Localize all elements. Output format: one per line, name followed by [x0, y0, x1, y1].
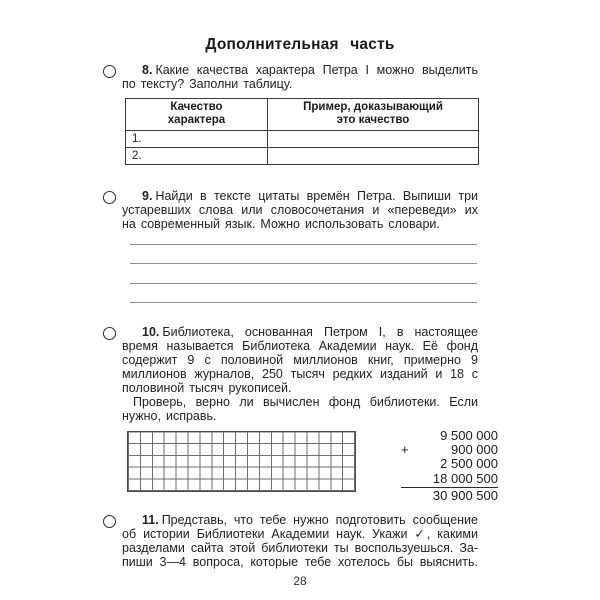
question-9-line-2: устаревших слова или словосочетания и «переведи» их: [122, 203, 478, 217]
question-10-line-3: содержит 9 с половиной миллионов книг, примерно 9: [122, 353, 478, 367]
question-number: 11.: [142, 513, 159, 528]
question-11-line-1: 11. Представь, что тебе нужно подготовить сообщение: [142, 513, 478, 528]
question-11-line-2: об истории Библиотеки Академии наук. Укажи ✓, какими: [122, 527, 478, 542]
question-8-line-1: 8. Какие качества характера Петра I можно выделить: [142, 63, 478, 77]
question-10-line-5: половиной тысяч рукописей.: [122, 381, 292, 395]
plus-operator: +: [401, 442, 409, 458]
question-11-line-3: разделами сайта этой библиотеки ты воспользуешься. За-: [122, 541, 478, 556]
question-11-line-4: пиши 3—4 вопроса, которые тебе хотелось бы выяснить.: [122, 555, 478, 570]
table-row: [126, 131, 479, 148]
sum-result: 30 900 500: [432, 487, 498, 503]
question-9-line-1: 9. Найди в тексте цитаты времён Петра. Выпиши три: [142, 189, 478, 203]
question-10: [122, 325, 478, 423]
character-quality-table: [125, 98, 479, 165]
calculation-area: [127, 428, 498, 503]
question-10-line-2: время называется Библиотека Академии наук. Её фонд: [122, 339, 478, 353]
writing-line: [130, 264, 477, 284]
question-8: [122, 63, 478, 91]
calculation-grid: [127, 431, 356, 492]
question-9: [122, 189, 478, 231]
question-number: 10.: [142, 325, 160, 339]
page-number: 28: [293, 574, 307, 589]
question-11: [122, 513, 478, 569]
sum-operand: 2 500 000: [440, 456, 498, 472]
sum-operand: 900 000: [451, 442, 498, 458]
sum-operand: 9 500 000: [440, 428, 498, 443]
table-header-quality: Качество характера: [126, 99, 268, 131]
addition-column: [401, 429, 498, 503]
task-marker-circle-icon: [103, 515, 116, 528]
question-number: 9.: [142, 189, 153, 203]
question-8-line-2: по тексту? Заполни таблицу.: [122, 77, 293, 91]
question-10-line-4: миллионов журналов, 250 тысяч редких изданий и 18 с: [122, 367, 478, 381]
question-10-line-6: Проверь, верно ли вычислен фонд библиотеки. Если: [133, 395, 478, 409]
page-content: [122, 63, 498, 589]
task-marker-circle-icon: [103, 191, 116, 204]
question-10-line-7: нужно, исправь.: [122, 409, 217, 423]
answer-writing-lines: [130, 225, 477, 303]
row-label: 1.: [126, 131, 268, 148]
question-10-line-1: 10. Библиотека, основанная Петром I, в настоящее: [142, 325, 478, 339]
question-9-line-3: на современный язык. Можно использовать словари.: [122, 217, 440, 231]
sum-operand-row: [401, 443, 498, 457]
table-header-row: [126, 99, 479, 131]
sum-operand: 18 000 500: [401, 472, 498, 488]
table-header-example: Пример, доказывающий это качество: [268, 99, 479, 131]
table-row: [126, 148, 479, 165]
task-marker-circle-icon: [103, 327, 116, 340]
section-title: Дополнительная часть: [205, 36, 395, 53]
task-marker-circle-icon: [103, 65, 116, 78]
answer-cell: [268, 131, 479, 148]
question-number: 8.: [142, 63, 153, 77]
answer-cell: [268, 148, 479, 165]
row-label: 2.: [126, 148, 268, 165]
writing-line: [130, 245, 477, 265]
writing-line: [130, 284, 477, 304]
